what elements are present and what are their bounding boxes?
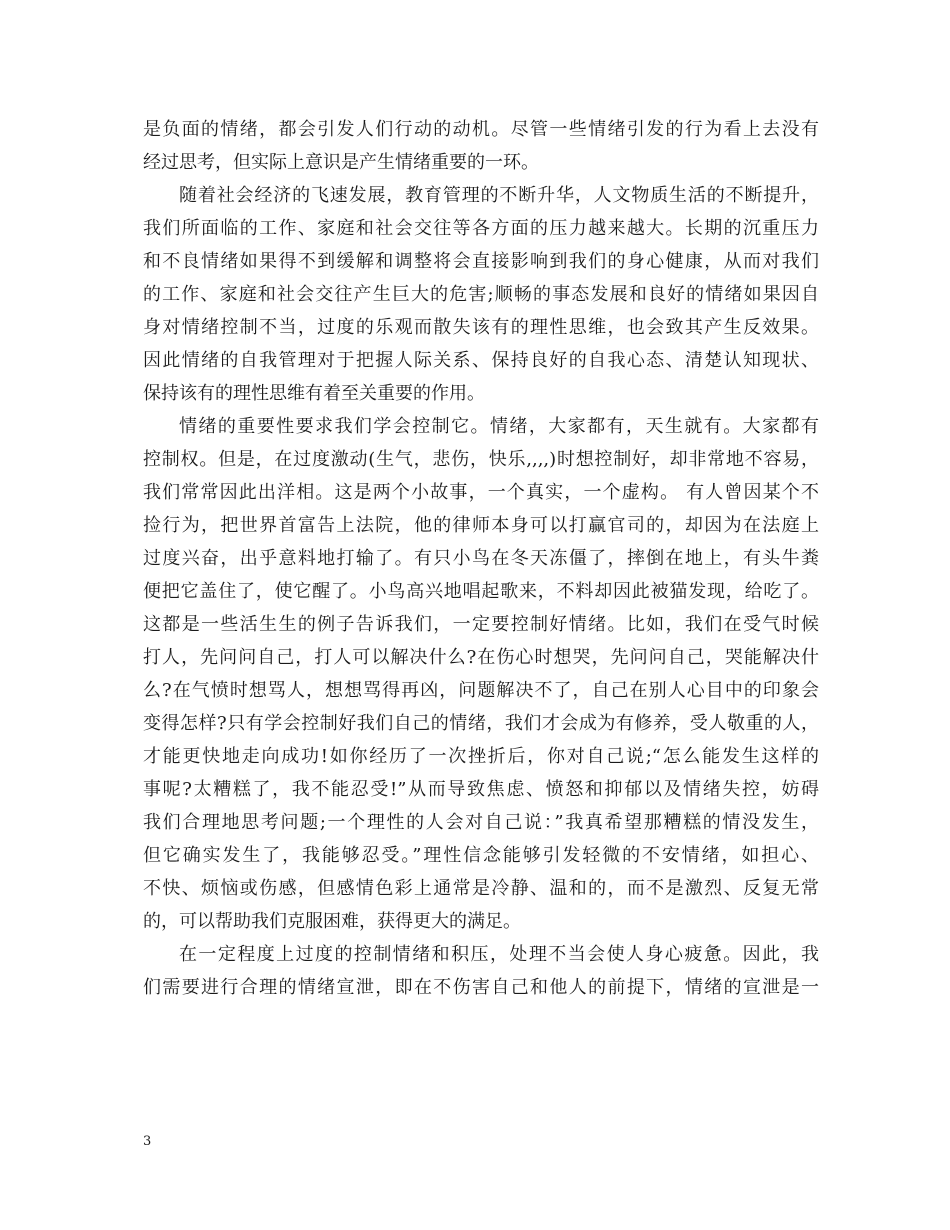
text-line: 们需要进行合理的情绪宣泄，即在不伤害自己和他人的前提下，情绪的宣泄是一: [143, 977, 819, 998]
body-text: [143, 113, 819, 1004]
text-line: 和不良情绪如果得不到缓解和调整将会直接影响到我们的身心健康，从而对我们: [143, 251, 819, 272]
text-line: 么?在气愤时想骂人，想想骂得再凶，问题解决不了，自己在别人心目中的印象会: [143, 680, 819, 701]
text-line: 变得怎样?只有学会控制好我们自己的情绪，我们才会成为有修养，受人敬重的人，: [143, 713, 819, 734]
page-number: 3: [143, 1134, 152, 1149]
text-line: 随着社会经济的飞速发展，教育管理的不断升华，人文物质生活的不断提升，: [179, 185, 819, 206]
text-line: 不快、烦恼或伤感，但感情色彩上通常是冷静、温和的，而不是激烈、反复无常: [143, 878, 819, 899]
text-line: 保持该有的理性思维有着至关重要的作用。: [143, 383, 485, 404]
text-line: 我们合理地思考问题;一个理性的人会对自己说：”我真希望那糟糕的情没发生，: [143, 812, 819, 833]
text-line: 的，可以帮助我们克服困难，获得更大的满足。: [143, 911, 521, 932]
text-line: 但它确实发生了，我能够忍受。”理性信念能够引发轻微的不安情绪，如担心、: [143, 845, 819, 866]
text-line: 事呢?太糟糕了，我不能忍受!”从而导致焦虑、愤怒和抑郁以及情绪失控，妨碍: [143, 779, 819, 800]
text-line: 捡行为，把世界首富告上法院，他的律师本身可以打赢官司的，却因为在法庭上: [143, 515, 819, 536]
text-line: 才能更快地走向成功!如你经历了一次挫折后，你对自己说;“怎么能发生这样的: [143, 746, 819, 767]
text-line: 因此情绪的自我管理对于把握人际关系、保持良好的自我心态、清楚认知现状、: [143, 350, 819, 371]
text-line: 控制权。但是，在过度激动(生气，悲伤，快乐,,,,)时想控制好，却非常地不容易，: [143, 449, 819, 470]
text-line: 我们常常因此出洋相。这是两个小故事，一个真实，一个虚构。 有人曾因某个不: [143, 482, 819, 503]
text-line: 情绪的重要性要求我们学会控制它。情绪，大家都有，天生就有。大家都有: [179, 416, 819, 437]
text-line: 经过思考，但实际上意识是产生情绪重要的一环。: [143, 152, 539, 173]
text-line: 我们所面临的工作、家庭和社会交往等各方面的压力越来越大。长期的沉重压力: [143, 218, 819, 239]
text-line: 便把它盖住了，使它醒了。小鸟高兴地唱起歌来，不料却因此被猫发现，给吃了。: [143, 581, 819, 602]
text-line: 打人，先问问自己，打人可以解决什么?在伤心时想哭，先问问自己，哭能解决什: [143, 647, 819, 668]
text-line: 的工作、家庭和社会交往产生巨大的危害;顺畅的事态发展和良好的情绪如果因自: [143, 284, 819, 305]
text-line: 过度兴奋，出乎意料地打输了。有只小鸟在冬天冻僵了，摔倒在地上，有头牛粪: [143, 548, 819, 569]
text-line: 是负面的情绪，都会引发人们行动的动机。尽管一些情绪引发的行为看上去没有: [143, 119, 819, 140]
text-line: 这都是一些活生生的例子告诉我们，一定要控制好情绪。比如，我们在受气时候: [143, 614, 819, 635]
text-line: 在一定程度上过度的控制情绪和积压，处理不当会使人身心疲惫。因此，我: [179, 944, 819, 965]
text-line: 身对情绪控制不当，过度的乐观而散失该有的理性思维，也会致其产生反效果。: [143, 317, 819, 338]
